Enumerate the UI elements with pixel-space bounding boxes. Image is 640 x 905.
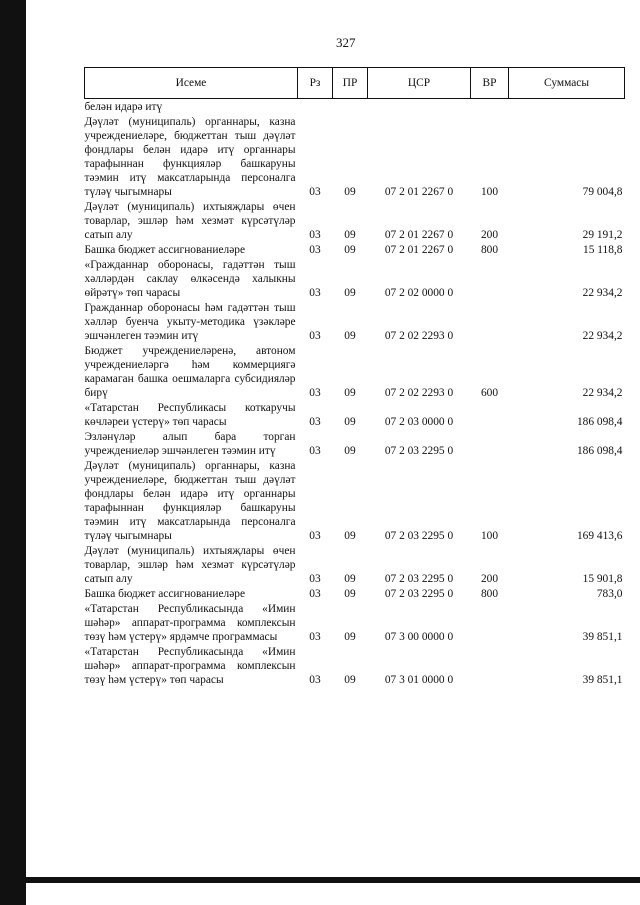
row-vr: 100 xyxy=(480,186,499,198)
row-vr xyxy=(471,644,509,687)
row-name: «Татарстан Республикасы коткаручы көчләреи үстерү» төп чарасы xyxy=(84,402,296,428)
budget-table xyxy=(84,67,625,687)
row-name: Башка бюджет ассигнованиеләре xyxy=(84,588,246,600)
row-rz: 03 xyxy=(309,631,321,643)
row-vr xyxy=(471,300,509,343)
row-csr: 07 2 01 2267 0 xyxy=(384,186,454,198)
row-rz: 03 xyxy=(309,229,321,241)
row-rz: 03 xyxy=(309,445,321,457)
row-name: Гражданнар оборонасы һәм гадәттән тыш хәлләр буенча укыту-методика үзәкләре эшчәнлеген тәэмин итү xyxy=(84,302,296,342)
row-vr xyxy=(471,99,509,115)
row-rz: 03 xyxy=(309,287,321,299)
table-header-row xyxy=(85,68,625,99)
page-number: 327 xyxy=(336,35,356,50)
row-vr xyxy=(471,400,509,429)
row-vr xyxy=(471,429,509,458)
row-sum xyxy=(509,99,625,115)
table-row xyxy=(85,114,625,199)
row-sum: 15 901,8 xyxy=(582,573,623,585)
row-rz: 03 xyxy=(309,244,321,256)
row-rz: 03 xyxy=(309,186,321,198)
header-vr: ВР xyxy=(471,68,509,99)
row-rz: 03 xyxy=(309,588,321,600)
table-row xyxy=(85,257,625,300)
table-row xyxy=(85,343,625,400)
row-vr: 800 xyxy=(480,244,499,256)
row-pr: 09 xyxy=(344,287,356,299)
row-sum: 169 413,6 xyxy=(576,530,623,542)
table-row xyxy=(85,199,625,242)
row-vr: 200 xyxy=(480,229,499,241)
header-sum: Суммасы xyxy=(509,68,625,99)
table-row xyxy=(85,400,625,429)
table-row xyxy=(85,543,625,586)
row-rz xyxy=(298,99,333,115)
row-pr: 09 xyxy=(344,445,356,457)
table-row xyxy=(85,300,625,343)
row-name: «Татарстан Республикасында «Имин шәһәр» аппарат-программа комплексын төзү һәм үстерү» ярдәмче программасы xyxy=(84,603,296,643)
row-csr: 07 2 01 2267 0 xyxy=(384,244,454,256)
row-name: Бюджет учреждениеләренә, автоном учреждениеләргә һәм коммерциягә карамаган башка оешмаларга субсидияләр бирү xyxy=(84,345,296,399)
table-row xyxy=(85,429,625,458)
header-csr: ЦСР xyxy=(368,68,471,99)
header-name: Исеме xyxy=(85,68,298,99)
row-pr: 09 xyxy=(344,416,356,428)
row-vr: 800 xyxy=(480,588,499,600)
row-pr xyxy=(333,99,368,115)
table-row xyxy=(85,601,625,644)
row-sum: 22 934,2 xyxy=(582,287,623,299)
row-csr: 07 2 01 2267 0 xyxy=(384,229,454,241)
row-csr: 07 3 00 0000 0 xyxy=(384,631,454,643)
row-name: Башка бюджет ассигнованиеләре xyxy=(84,244,246,256)
row-sum: 186 098,4 xyxy=(576,445,623,457)
row-name: Дәүләт (муниципаль) ихтыяҗлары өчен товарлар, эшләр һәм хезмәт күрсәтүләр сатып алу xyxy=(84,201,296,241)
header-pr: ПР xyxy=(333,68,368,99)
row-sum: 29 191,2 xyxy=(582,229,623,241)
row-csr: 07 2 02 2293 0 xyxy=(384,330,454,342)
row-csr: 07 2 03 2295 0 xyxy=(384,588,454,600)
row-name: Дәүләт (муниципаль) ихтыяҗлары өчен товарлар, эшләр һәм хезмәт күрсәтүләр сатып алу xyxy=(84,545,296,585)
row-csr: 07 2 03 0000 0 xyxy=(384,416,454,428)
row-pr: 09 xyxy=(344,631,356,643)
row-name: Эзләнүләр алып бара торган учреждениеләр эшчәнлеген тәэмин итү xyxy=(84,431,296,457)
row-csr: 07 2 02 0000 0 xyxy=(384,287,454,299)
row-csr xyxy=(368,99,471,115)
row-vr: 100 xyxy=(480,530,499,542)
table-row xyxy=(85,586,625,601)
table-row xyxy=(85,242,625,257)
row-sum: 783,0 xyxy=(596,588,623,600)
row-vr: 200 xyxy=(480,573,499,585)
row-sum: 22 934,2 xyxy=(582,330,623,342)
row-name: Дәүләт (муниципаль) органнары, казна учреждениеләре, бюджеттан тыш дәүләт фондлары белән идарә итү органнары тарафыннан функцияләр башкаруны тәэмин итү максатларында персоналга түләү чыгымнары xyxy=(84,116,296,198)
row-sum: 39 851,1 xyxy=(582,631,623,643)
row-sum: 15 118,8 xyxy=(583,244,623,256)
row-vr xyxy=(471,257,509,300)
scan-left-edge xyxy=(0,0,26,905)
row-csr: 07 2 03 2295 0 xyxy=(384,530,454,542)
row-sum: 39 851,1 xyxy=(582,674,623,686)
row-pr: 09 xyxy=(344,674,356,686)
row-name: Дәүләт (муниципаль) органнары, казна учреждениеләре, бюджеттан тыш дәүләт фондлары белән идарә итү органнары тарафыннан функцияләр башкаруны тәэмин итү максатларында персоналга түләү чыгымнары xyxy=(84,460,296,542)
row-rz: 03 xyxy=(309,573,321,585)
table-row xyxy=(85,458,625,543)
row-pr: 09 xyxy=(344,186,356,198)
row-name: «Татарстан Республикасында «Имин шәһәр» аппарат-программа комплексын төзү һәм үстерү» төп чарасы xyxy=(84,646,296,686)
row-sum: 79 004,8 xyxy=(582,186,623,198)
row-name: белән идарә итү xyxy=(84,101,163,113)
row-csr: 07 2 03 2295 0 xyxy=(384,445,454,457)
scan-bottom-edge xyxy=(26,877,640,883)
row-rz: 03 xyxy=(309,330,321,342)
row-vr: 600 xyxy=(480,387,499,399)
row-csr: 07 3 01 0000 0 xyxy=(384,674,454,686)
table-body xyxy=(85,99,625,688)
table-row xyxy=(85,99,625,115)
row-rz: 03 xyxy=(309,416,321,428)
header-rz: Рз xyxy=(298,68,333,99)
row-sum: 186 098,4 xyxy=(576,416,623,428)
row-rz: 03 xyxy=(309,530,321,542)
row-pr: 09 xyxy=(344,573,356,585)
row-pr: 09 xyxy=(344,244,356,256)
row-csr: 07 2 02 2293 0 xyxy=(384,387,454,399)
row-csr: 07 2 03 2295 0 xyxy=(384,573,454,585)
row-rz: 03 xyxy=(309,387,321,399)
row-pr: 09 xyxy=(344,229,356,241)
row-pr: 09 xyxy=(344,387,356,399)
row-pr: 09 xyxy=(344,330,356,342)
row-rz: 03 xyxy=(309,674,321,686)
row-vr xyxy=(471,601,509,644)
table-row xyxy=(85,644,625,687)
row-sum: 22 934,2 xyxy=(582,387,623,399)
row-pr: 09 xyxy=(344,588,356,600)
row-pr: 09 xyxy=(344,530,356,542)
row-name: «Гражданнар оборонасы, гадәттән тыш хәлләрдән саклау өлкәсендә халыкны өйрәтү» төп чарасы xyxy=(84,259,296,299)
